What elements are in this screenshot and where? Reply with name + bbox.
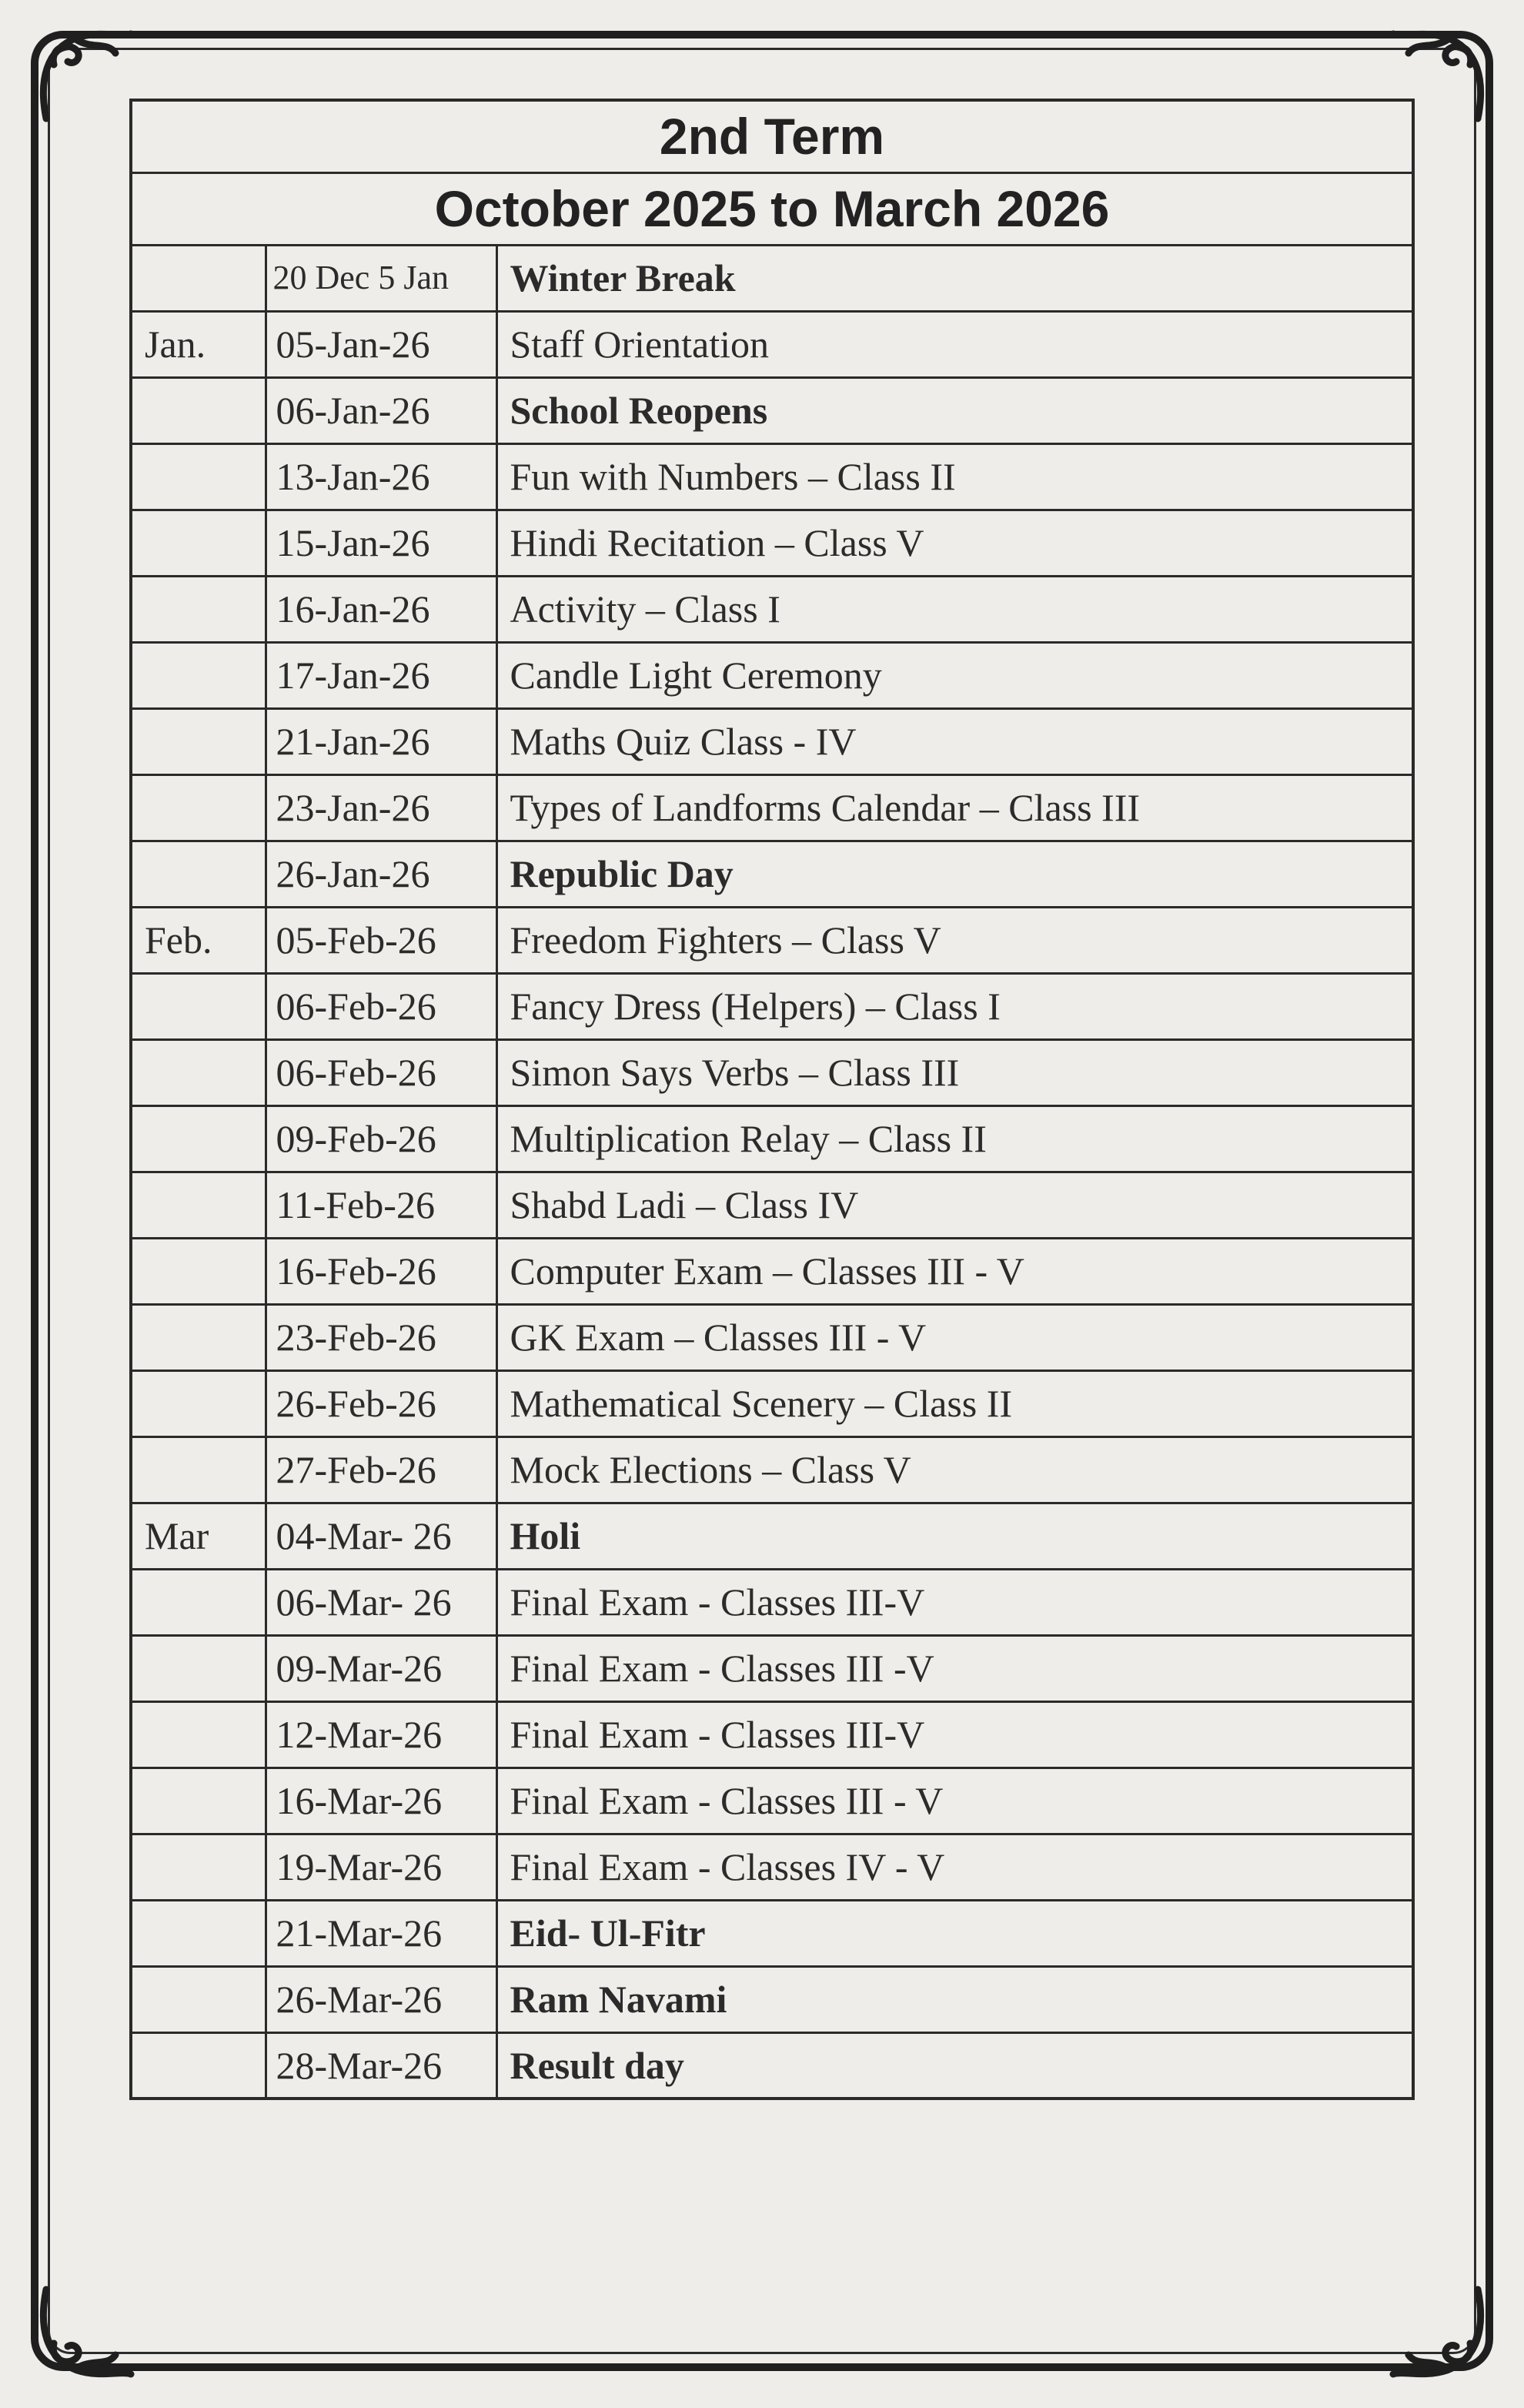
table-row	[131, 1436, 1413, 1503]
table-row	[131, 907, 1413, 973]
event-cell: Hindi Recitation – Class V	[496, 510, 1413, 576]
event-cell: Maths Quiz Class - IV	[496, 708, 1413, 774]
event-cell: Result day	[496, 2032, 1413, 2099]
event-cell: Mathematical Scenery – Class II	[496, 1370, 1413, 1436]
date-cell: 06-Feb-26	[266, 1039, 496, 1105]
event-cell: Fancy Dress (Helpers) – Class I	[496, 973, 1413, 1039]
table-row	[131, 1768, 1413, 1834]
table-row	[131, 1834, 1413, 1900]
event-cell: GK Exam – Classes III - V	[496, 1304, 1413, 1370]
month-cell	[131, 1039, 266, 1105]
table-row	[131, 1172, 1413, 1238]
corner-ornament-icon	[31, 2274, 146, 2390]
month-cell	[131, 1701, 266, 1768]
event-cell: Fun with Numbers – Class II	[496, 443, 1413, 510]
month-cell	[131, 1370, 266, 1436]
event-cell: Final Exam - Classes III-V	[496, 1701, 1413, 1768]
month-cell	[131, 1238, 266, 1304]
event-cell: Multiplication Relay – Class II	[496, 1105, 1413, 1172]
term-title: 2nd Term	[131, 100, 1413, 172]
table-row	[131, 1503, 1413, 1569]
date-cell: 21-Mar-26	[266, 1900, 496, 1966]
date-cell: 16-Jan-26	[266, 576, 496, 642]
date-cell: 04-Mar- 26	[266, 1503, 496, 1569]
table-row	[131, 1701, 1413, 1768]
event-cell: Mock Elections – Class V	[496, 1436, 1413, 1503]
table-row	[131, 1105, 1413, 1172]
event-cell: Final Exam - Classes III -V	[496, 1635, 1413, 1701]
table-row	[131, 708, 1413, 774]
date-cell: 05-Jan-26	[266, 311, 496, 377]
event-cell: Freedom Fighters – Class V	[496, 907, 1413, 973]
date-cell: 12-Mar-26	[266, 1701, 496, 1768]
date-cell: 26-Mar-26	[266, 1966, 496, 2032]
month-cell	[131, 774, 266, 841]
date-cell: 11-Feb-26	[266, 1172, 496, 1238]
date-cell: 19-Mar-26	[266, 1834, 496, 1900]
corner-ornament-icon	[1378, 2274, 1493, 2390]
event-cell: Final Exam - Classes III-V	[496, 1569, 1413, 1635]
date-cell: 09-Mar-26	[266, 1635, 496, 1701]
month-cell	[131, 1304, 266, 1370]
month-cell	[131, 576, 266, 642]
table-row	[131, 510, 1413, 576]
table-row	[131, 443, 1413, 510]
date-cell: 26-Jan-26	[266, 841, 496, 907]
table-row	[131, 642, 1413, 708]
date-cell: 27-Feb-26	[266, 1436, 496, 1503]
table-row	[131, 245, 1413, 311]
event-cell: Final Exam - Classes IV - V	[496, 1834, 1413, 1900]
date-cell: 23-Jan-26	[266, 774, 496, 841]
event-cell: Activity – Class I	[496, 576, 1413, 642]
term-date-range: October 2025 to March 2026	[131, 172, 1413, 245]
month-cell	[131, 708, 266, 774]
event-cell: Ram Navami	[496, 1966, 1413, 2032]
table-row	[131, 841, 1413, 907]
month-cell	[131, 1436, 266, 1503]
date-cell: 16-Mar-26	[266, 1768, 496, 1834]
month-cell	[131, 1834, 266, 1900]
schedule-rows	[131, 245, 1413, 2099]
month-cell	[131, 1172, 266, 1238]
table-row	[131, 1238, 1413, 1304]
month-cell	[131, 1900, 266, 1966]
date-cell: 28-Mar-26	[266, 2032, 496, 2099]
month-cell: Mar	[131, 1503, 266, 1569]
term-schedule-table	[129, 99, 1415, 2100]
month-cell	[131, 1635, 266, 1701]
date-cell: 06-Jan-26	[266, 377, 496, 443]
event-cell: Simon Says Verbs – Class III	[496, 1039, 1413, 1105]
month-cell	[131, 1966, 266, 2032]
month-cell	[131, 377, 266, 443]
event-cell: Computer Exam – Classes III - V	[496, 1238, 1413, 1304]
event-cell: Shabd Ladi – Class IV	[496, 1172, 1413, 1238]
date-cell: 26-Feb-26	[266, 1370, 496, 1436]
date-cell: 21-Jan-26	[266, 708, 496, 774]
month-cell	[131, 443, 266, 510]
month-cell	[131, 245, 266, 311]
month-cell	[131, 1105, 266, 1172]
month-cell	[131, 841, 266, 907]
date-cell: 06-Mar- 26	[266, 1569, 496, 1635]
table-row	[131, 774, 1413, 841]
table-row	[131, 377, 1413, 443]
table-row	[131, 2032, 1413, 2099]
table-row	[131, 311, 1413, 377]
month-cell	[131, 510, 266, 576]
month-cell	[131, 1768, 266, 1834]
event-cell: Candle Light Ceremony	[496, 642, 1413, 708]
table-row	[131, 973, 1413, 1039]
date-cell: 06-Feb-26	[266, 973, 496, 1039]
month-cell	[131, 2032, 266, 2099]
month-cell: Jan.	[131, 311, 266, 377]
date-cell: 17-Jan-26	[266, 642, 496, 708]
date-cell: 15-Jan-26	[266, 510, 496, 576]
date-cell: 20 Dec 5 Jan	[266, 245, 496, 311]
date-cell: 05-Feb-26	[266, 907, 496, 973]
date-cell: 16-Feb-26	[266, 1238, 496, 1304]
table-row	[131, 1635, 1413, 1701]
event-cell: Final Exam - Classes III - V	[496, 1768, 1413, 1834]
event-cell: School Reopens	[496, 377, 1413, 443]
table-row	[131, 1370, 1413, 1436]
month-cell	[131, 973, 266, 1039]
event-cell: Holi	[496, 1503, 1413, 1569]
event-cell: Staff Orientation	[496, 311, 1413, 377]
date-cell: 23-Feb-26	[266, 1304, 496, 1370]
table-row	[131, 576, 1413, 642]
date-cell: 09-Feb-26	[266, 1105, 496, 1172]
table-row	[131, 1966, 1413, 2032]
event-cell: Types of Landforms Calendar – Class III	[496, 774, 1413, 841]
date-cell: 13-Jan-26	[266, 443, 496, 510]
event-cell: Eid- Ul-Fitr	[496, 1900, 1413, 1966]
table-row	[131, 1900, 1413, 1966]
event-cell: Winter Break	[496, 245, 1413, 311]
month-cell: Feb.	[131, 907, 266, 973]
table-row	[131, 1569, 1413, 1635]
month-cell	[131, 1569, 266, 1635]
table-row	[131, 1039, 1413, 1105]
month-cell	[131, 642, 266, 708]
table-row	[131, 1304, 1413, 1370]
event-cell: Republic Day	[496, 841, 1413, 907]
